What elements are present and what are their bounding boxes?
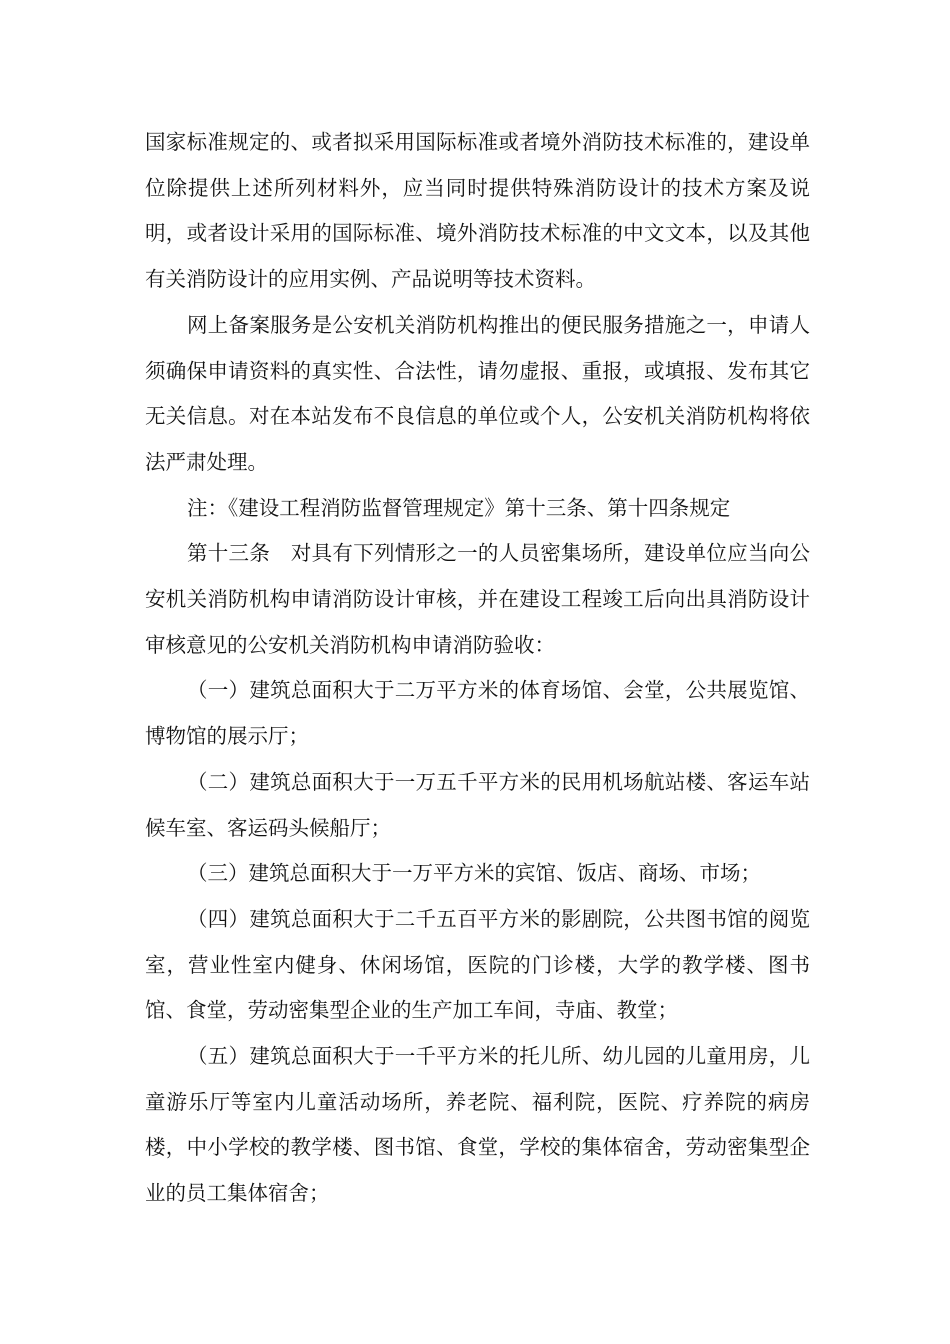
list-item-5: （五）建筑总面积大于一千平方米的托儿所、幼儿园的儿童用房，儿童游乐厅等室内儿童活动场所，养老院、福利院，医院、疗养院的病房楼，中小学校的教学楼、图书馆、食堂，学校的集体宿舍，劳动密集型企业的员工集体宿舍； bbox=[145, 1044, 810, 1206]
paragraph-regulation-note: 注：《建设工程消防监督管理规定》第十三条、第十四条规定 bbox=[187, 495, 731, 520]
document-body bbox=[145, 120, 810, 1217]
list-item-4: （四）建筑总面积大于二千五百平方米的影剧院，公共图书馆的阅览室，营业性室内健身、休闲场馆，医院的门诊楼，大学的教学楼、图书馆、食堂，劳动密集型企业的生产加工车间，寺庙、教堂； bbox=[145, 906, 810, 1023]
list-item-3: （三）建筑总面积大于一万平方米的宾馆、饭店、商场、市场； bbox=[187, 861, 761, 886]
paragraph-online-filing-notice: 网上备案服务是公安机关消防机构推出的便民服务措施之一，申请人须确保申请资料的真实性、合法性，请勿虚报、重报，或填报、发布其它无关信息。对在本站发布不良信息的单位或个人，公安机关消防机构将依法严肃处理。 bbox=[145, 312, 810, 474]
paragraph-article-13: 第十三条 对具有下列情形之一的人员密集场所，建设单位应当向公安机关消防机构申请消防设计审核，并在建设工程竣工后向出具消防设计审核意见的公安机关消防机构申请消防验收： bbox=[145, 541, 810, 657]
list-item-1: （一）建筑总面积大于二万平方米的体育场馆、会堂，公共展览馆、博物馆的展示厅； bbox=[145, 678, 810, 749]
paragraph-continuation: 国家标准规定的、或者拟采用国际标准或者境外消防技术标准的，建设单位除提供上述所列材料外，应当同时提供特殊消防设计的技术方案及说明，或者设计采用的国际标准、境外消防技术标准的中文文本，以及其他有关消防设计的应用实例、产品说明等技术资料。 bbox=[145, 130, 810, 292]
list-item-2: （二）建筑总面积大于一万五千平方米的民用机场航站楼、客运车站候车室、客运码头候船厅； bbox=[145, 769, 810, 840]
